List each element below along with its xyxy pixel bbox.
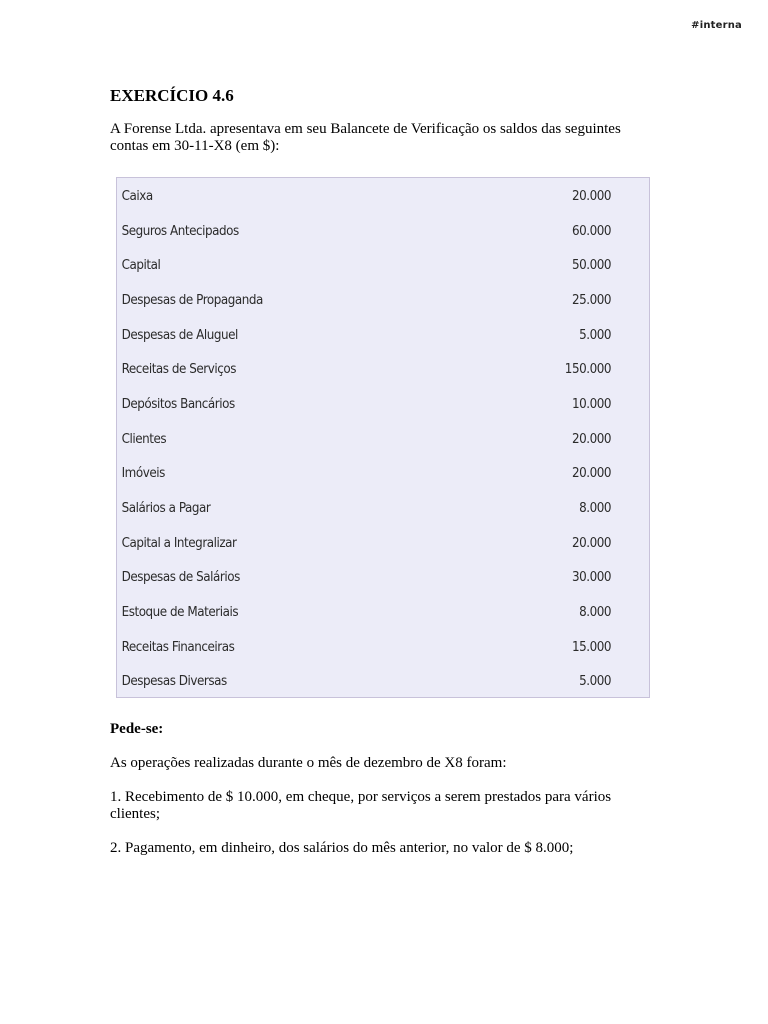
account-name: Imóveis [121, 466, 165, 482]
questions-heading: Pede-se: [110, 721, 164, 737]
account-amount: 60.000 [571, 223, 612, 239]
account-name: Clientes [121, 431, 167, 447]
account-name: Despesas Diversas [121, 674, 227, 690]
balance-row [117, 318, 646, 353]
account-amount: 15.000 [571, 639, 612, 655]
balance-row [117, 526, 646, 561]
balance-row [117, 422, 646, 457]
account-name: Seguros Antecipados [121, 223, 239, 239]
account-name: Despesas de Propaganda [121, 292, 263, 308]
account-amount: 20.000 [571, 466, 612, 482]
account-amount: 25.000 [571, 292, 612, 308]
balance-row [117, 665, 646, 700]
account-amount: 5.000 [579, 327, 612, 343]
account-amount: 10.000 [571, 396, 612, 412]
account-amount: 8.000 [579, 501, 612, 517]
exercise-title: EXERCÍCIO 4.6 [110, 86, 234, 105]
account-name: Depósitos Bancários [121, 396, 235, 412]
balance-row [117, 248, 646, 283]
balance-row [117, 214, 646, 249]
account-amount: 150.000 [564, 362, 612, 378]
balance-row [117, 457, 646, 492]
account-name: Estoque de Materiais [121, 605, 239, 621]
account-name: Salários a Pagar [121, 501, 211, 517]
account-name: Receitas Financeiras [121, 639, 235, 655]
balance-row [117, 491, 646, 526]
account-amount: 5.000 [579, 674, 612, 690]
operation-item: 1. Recebimento de $ 10.000, em cheque, por serviços a serem prestados para vários clientes; [110, 789, 612, 822]
trial-balance-table [116, 177, 650, 698]
account-name: Capital a Integralizar [121, 535, 237, 551]
account-amount: 50.000 [571, 258, 612, 274]
account-amount: 20.000 [571, 188, 612, 204]
account-amount: 8.000 [579, 605, 612, 621]
balance-row [117, 561, 646, 596]
balance-row [117, 630, 646, 665]
account-name: Despesas de Aluguel [121, 327, 238, 343]
account-amount: 20.000 [571, 431, 612, 447]
account-name: Receitas de Serviços [121, 362, 236, 378]
balance-row [117, 387, 646, 422]
operation-item: 2. Pagamento, em dinheiro, dos salários do mês anterior, no valor de $ 8.000; [110, 840, 574, 856]
account-name: Despesas de Salários [121, 570, 240, 586]
exercise-intro: A Forense Ltda. apresentava em seu Balancete de Verificação os saldos das seguintes contas em 30-11-X8 (em $): [110, 121, 621, 154]
balance-row [117, 595, 646, 630]
account-name: Capital [121, 258, 161, 274]
account-name: Caixa [121, 188, 153, 204]
balance-row [117, 283, 646, 318]
balance-row [117, 352, 646, 387]
document-body [110, 84, 670, 857]
account-amount: 20.000 [571, 535, 612, 551]
account-amount: 30.000 [571, 570, 612, 586]
classification-label: #interna [691, 20, 742, 31]
operations-intro: As operações realizadas durante o mês de dezembro de X8 foram: [110, 755, 507, 771]
balance-row [117, 179, 646, 214]
